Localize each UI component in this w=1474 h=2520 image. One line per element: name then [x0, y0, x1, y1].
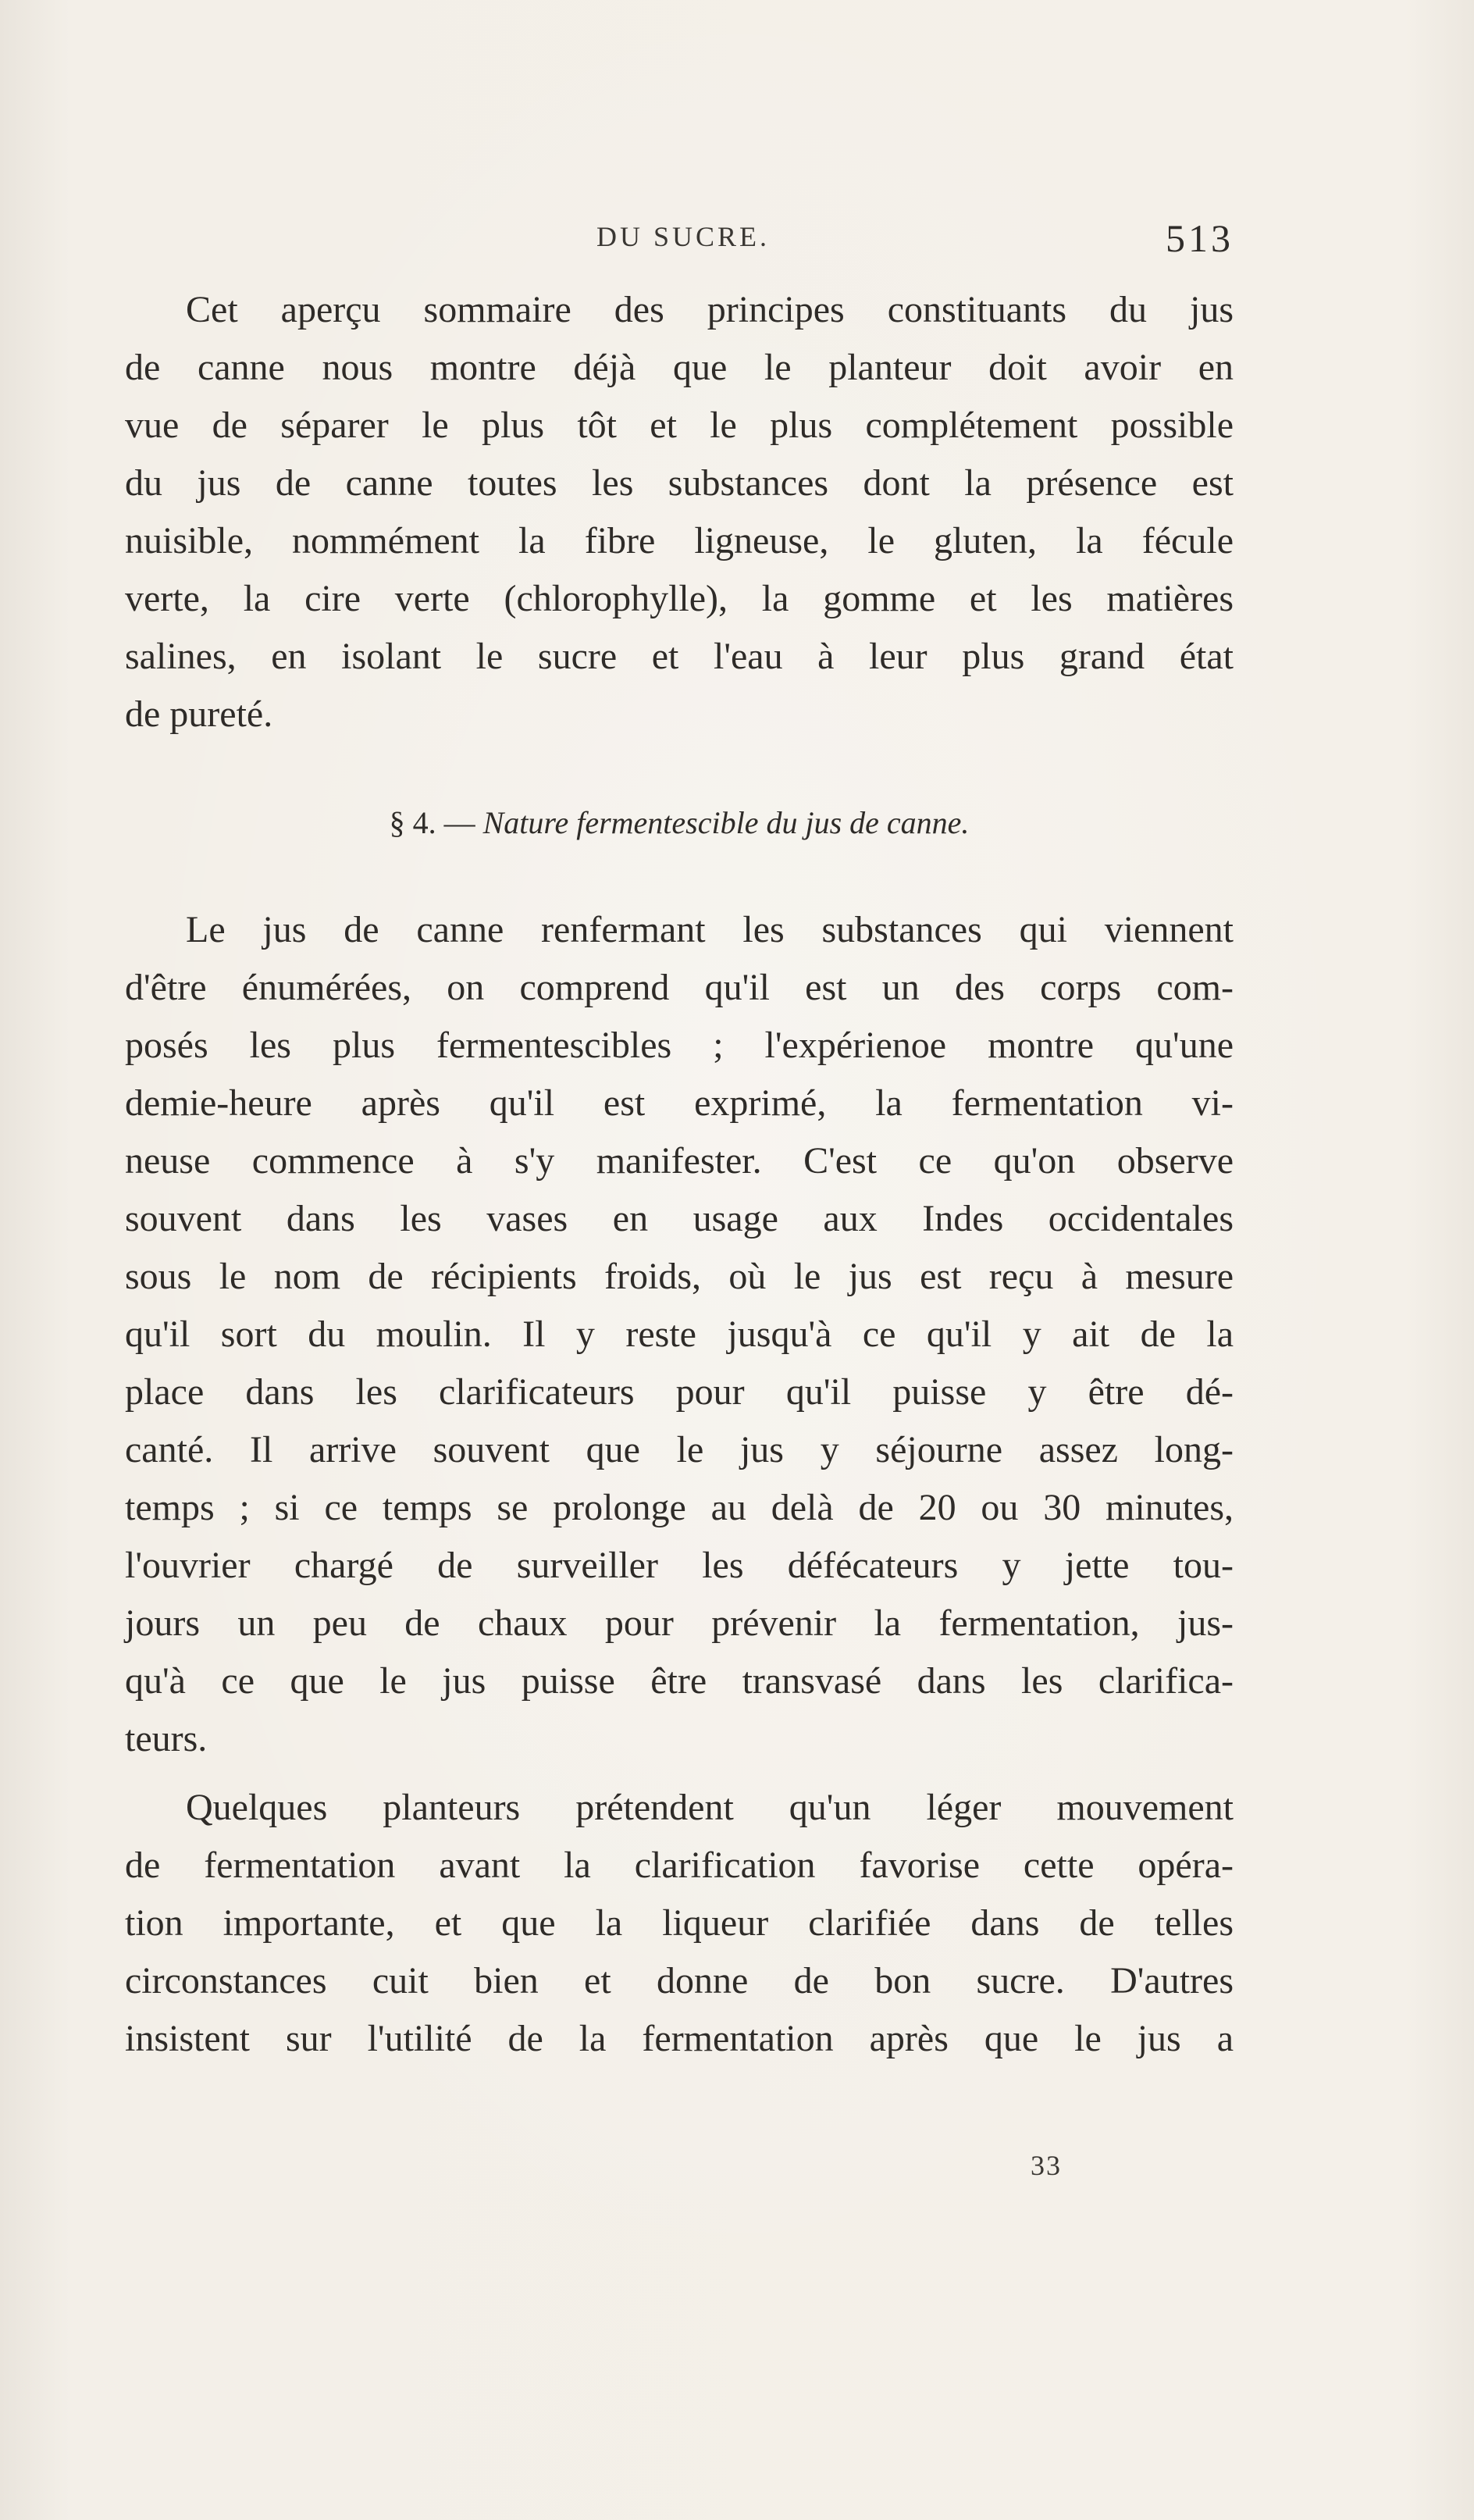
text-line: nuisible, nommément la fibre ligneuse, le gluten, la fécule: [125, 520, 1234, 561]
page-number: 513: [1166, 216, 1234, 260]
paragraph-3: [125, 1779, 1234, 2068]
text-line: Le jus de canne renfermant les substances qui viennent: [186, 909, 1234, 950]
text-line: temps ; si ce temps se prolonge au delà de 20 ou 30 minutes,: [125, 1487, 1234, 1528]
text-line: teurs.: [125, 1718, 208, 1759]
section-number: § 4. —: [389, 805, 475, 840]
text-line: qu'il sort du moulin. Il y reste jusqu'à ce qu'il y ait de la: [125, 1313, 1234, 1355]
section-heading: [125, 800, 1234, 847]
text-line: verte, la cire verte (chlorophylle), la gomme et les matières: [125, 578, 1234, 619]
text-line: d'être énumérées, on comprend qu'il est un des corps com-: [125, 967, 1234, 1008]
paragraph-1: [125, 281, 1234, 743]
text-line: souvent dans les vases en usage aux Indes occidentales: [125, 1198, 1234, 1239]
text-line: canté. Il arrive souvent que le jus y séjourne assez long-: [125, 1429, 1234, 1470]
text-line: jours un peu de chaux pour prévenir la fermentation, jus-: [125, 1602, 1234, 1644]
text-line: circonstances cuit bien et donne de bon sucre. D'autres: [125, 1960, 1234, 2001]
text-line: vue de séparer le plus tôt et le plus complétement possible: [125, 405, 1234, 446]
text-line: posés les plus fermentescibles ; l'expérienoe montre qu'une: [125, 1025, 1234, 1066]
text-line: insistent sur l'utilité de la fermentation après que le jus a: [125, 2018, 1234, 2059]
signature-mark: 33: [1031, 2150, 1062, 2181]
text-line: de fermentation avant la clarification favorise cette opéra-: [125, 1845, 1234, 1886]
text-line: salines, en isolant le sucre et l'eau à leur plus grand état: [125, 636, 1234, 677]
text-line: neuse commence à s'y manifester. C'est ce qu'on observe: [125, 1140, 1234, 1182]
text-line: de pureté.: [125, 693, 273, 735]
text-line: qu'à ce que le jus puisse être transvasé dans les clarifica-: [125, 1660, 1234, 1702]
section-title: Nature fermentescible du jus de canne.: [482, 805, 970, 840]
text-line: Cet aperçu sommaire des principes constituants du jus: [186, 289, 1234, 330]
running-title: DU SUCRE.: [596, 221, 771, 252]
text-line: Quelques planteurs prétendent qu'un léger mouvement: [186, 1787, 1234, 1828]
text-line: tion importante, et que la liqueur clarifiée dans de telles: [125, 1902, 1234, 1944]
paragraph-gap: [125, 1768, 1234, 1779]
text-line: l'ouvrier chargé de surveiller les défécateurs y jette tou-: [125, 1545, 1234, 1586]
text-line: demie-heure après qu'il est exprimé, la fermentation vi-: [125, 1082, 1234, 1124]
body-text: [125, 281, 1234, 2068]
text-line: de canne nous montre déjà que le planteur doit avoir en: [125, 347, 1234, 388]
text-line: du jus de canne toutes les substances dont la présence est: [125, 462, 1234, 504]
text-line: place dans les clarificateurs pour qu'il puisse y être dé-: [125, 1371, 1234, 1413]
paragraph-2: [125, 901, 1234, 1768]
text-line: sous le nom de récipients froids, où le jus est reçu à mesure: [125, 1256, 1234, 1297]
running-head: [125, 216, 1234, 267]
